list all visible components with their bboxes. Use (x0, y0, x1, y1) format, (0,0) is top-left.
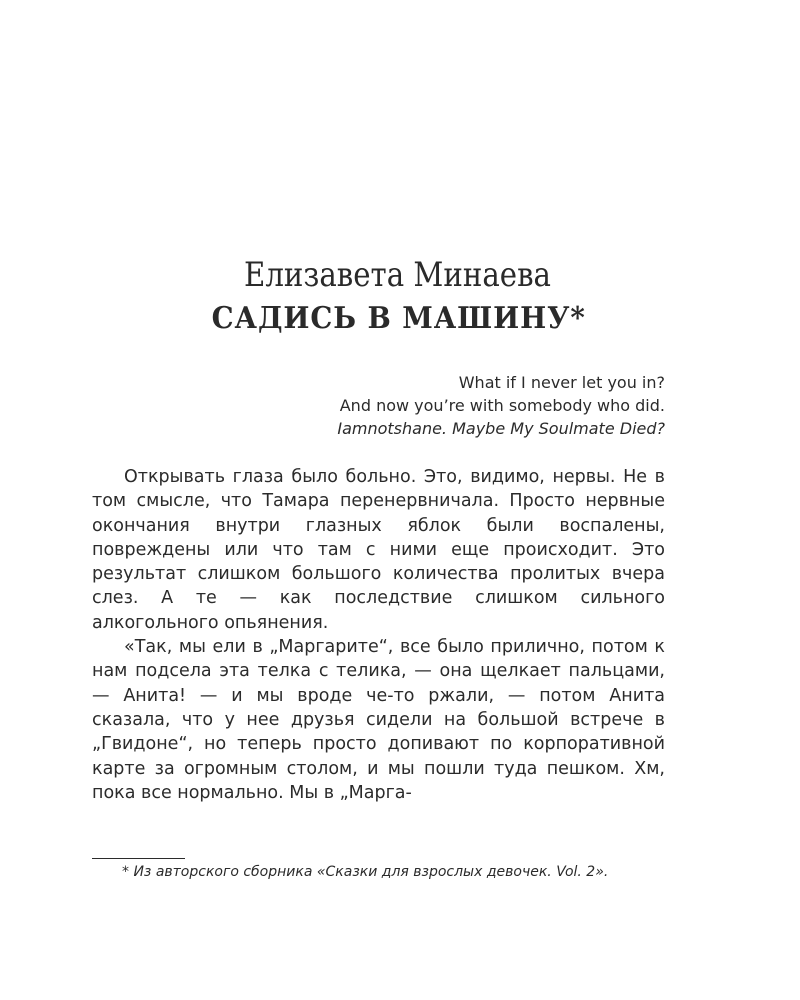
epigraph-source: Iamnotshane. Maybe My Soulmate Died? (337, 419, 665, 438)
paragraph-1: Открывать глаза было больно. Это, видимо, нервы. Не в том смысле, что Тамара перенервничала. Просто нервные окончания внутри глазных яблок были воспалены, повреждены или что там с ними еще происходит. Это результат слишком большого количества пролитых вчера слез. А те — как последствие слишком сильного алкогольного опьянения. (92, 467, 665, 633)
author-name: Елизавета Минаева (243, 255, 551, 295)
epigraph-line-2: And now you’re with somebody who did. (339, 396, 665, 415)
footnote-divider (92, 858, 185, 859)
epigraph (205, 371, 665, 440)
footnote: * Из авторского сборника «Сказки для взрослых девочек. Vol. 2». (122, 864, 609, 880)
paragraph-2: «Так, мы ели в „Маргарите“, все было прилично, потом к нам подсела эта телка с телика, — она щелкает пальцами, — Анита! — и мы вроде че-то ржали, — потом Анита сказала, что у нее друзья сидели на большой встрече в „Гвидоне“, но теперь просто допивают по корпоративной карте за огромным столом, и мы пошли туда пешком. Хм, пока все нормально. Мы в „Марга- (92, 637, 665, 803)
epigraph-line-1: What if I never let you in? (458, 373, 665, 392)
chapter-title: САДИСЬ В МАШИНУ* (211, 301, 586, 336)
main-text (92, 465, 665, 805)
